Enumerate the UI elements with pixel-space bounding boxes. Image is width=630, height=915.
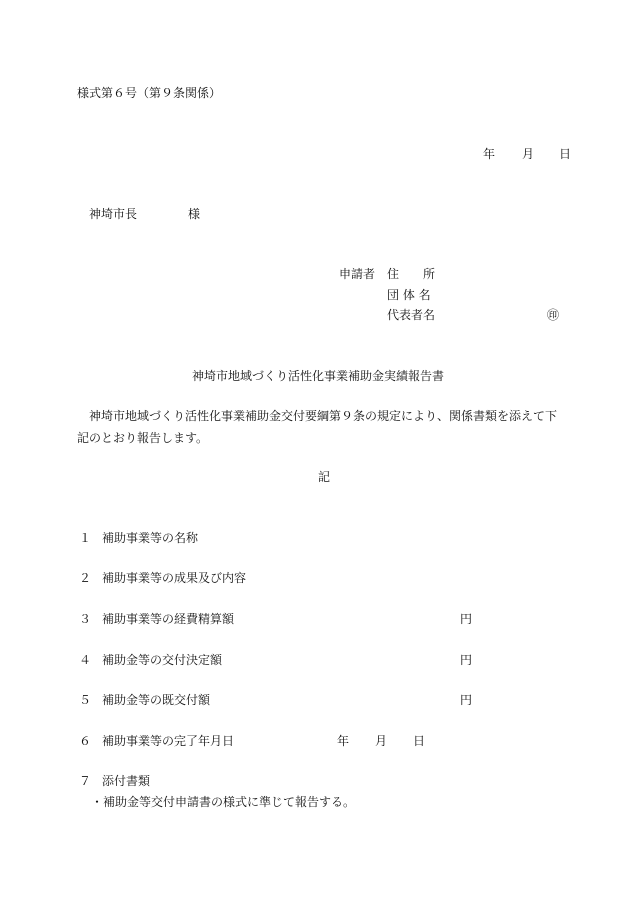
applicant-address-label: 住 所 xyxy=(387,267,436,281)
item-number: ４ xyxy=(79,653,92,667)
applicant-group-label: 団 体 名 xyxy=(387,288,431,302)
item-label: 補助事業等の成果及び内容 xyxy=(102,571,247,585)
body-text-line-2: 記のとおり報告します。 xyxy=(77,431,209,445)
item-number: ７ xyxy=(79,774,92,788)
addressee-honorific: 様 xyxy=(188,207,201,221)
completion-year-label: 年 xyxy=(337,734,350,748)
item-number: ３ xyxy=(79,612,92,626)
seal-mark: ㊞ xyxy=(547,308,560,322)
item-label: 添付書類 xyxy=(102,774,151,788)
item-label: 補助事業等の経費精算額 xyxy=(102,612,235,626)
completion-month-label: 月 xyxy=(375,734,388,748)
document-title: 神埼市地域づくり活性化事業補助金実績報告書 xyxy=(192,369,445,383)
item-number: ２ xyxy=(79,571,92,585)
item-number: ６ xyxy=(79,734,92,748)
applicant-label: 申請者 xyxy=(339,267,376,281)
date-month-label: 月 xyxy=(522,147,535,161)
date-day-label: 日 xyxy=(559,147,572,161)
date-year-label: 年 xyxy=(483,147,496,161)
addressee-name: 神埼市長 xyxy=(89,207,138,221)
item-unit-yen: 円 xyxy=(460,693,473,707)
body-text-line-1: 神埼市地域づくり活性化事業補助金交付要綱第９条の規定により、関係書類を添えて下 xyxy=(89,409,558,423)
completion-day-label: 日 xyxy=(413,734,426,748)
item-label: 補助事業等の名称 xyxy=(102,531,199,545)
item-number: １ xyxy=(79,531,92,545)
item-unit-yen: 円 xyxy=(460,612,473,626)
item-label: 補助金等の交付決定額 xyxy=(102,653,223,667)
applicant-rep-label: 代表者名 xyxy=(387,308,436,322)
attachment-note: ・補助金等交付申請書の様式に準じて報告する。 xyxy=(91,795,356,809)
item-label: 補助事業等の完了年月日 xyxy=(102,734,235,748)
item-number: ５ xyxy=(79,693,92,707)
form-number: 様式第６号（第９条関係） xyxy=(77,86,222,100)
item-unit-yen: 円 xyxy=(460,653,473,667)
record-heading: 記 xyxy=(318,470,331,484)
item-label: 補助金等の既交付額 xyxy=(102,693,211,707)
